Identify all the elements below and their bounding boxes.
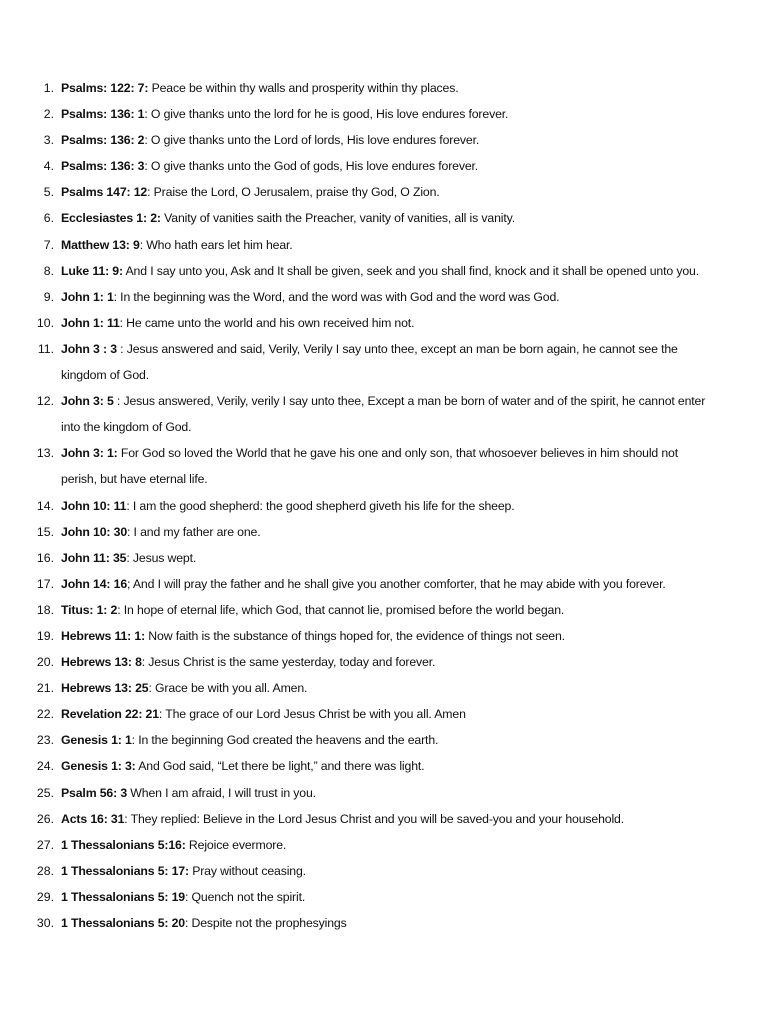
verse-item [0, 623, 768, 649]
verse-reference: Revelation 22: 21 [61, 707, 159, 722]
verse-item [0, 701, 768, 727]
verse-body [61, 623, 711, 649]
verse-text: : Grace be with you all. Amen. [148, 681, 308, 696]
verse-body [61, 597, 711, 623]
verse-item [0, 884, 768, 910]
verse-body [61, 884, 711, 910]
verse-text: : Jesus answered and said, Verily, Verily I say unto thee, except an man be born again, he cannot see the kingdom of God. [61, 341, 678, 383]
verse-text: When I am afraid, I will trust in you. [127, 785, 316, 800]
verse-text: Now faith is the substance of things hoped for, the evidence of things not seen. [145, 628, 565, 643]
verse-item [0, 310, 768, 336]
verse-number: 30. [36, 916, 54, 930]
verse-reference: Psalms 147: 12 [61, 185, 148, 200]
verse-item [0, 284, 768, 310]
verse-text: : In the beginning God created the heavens and the earth. [131, 733, 439, 748]
verse-body [61, 910, 711, 936]
verse-body [61, 101, 711, 127]
verse-reference: Genesis 1: 3: [61, 759, 136, 774]
verse-body [61, 310, 711, 336]
verse-body [61, 727, 711, 753]
verse-number: 19. [36, 628, 54, 643]
verse-text: : O give thanks unto the Lord of lords, His love endures forever. [144, 133, 480, 148]
verse-number: 3. [43, 133, 54, 148]
verse-item [0, 753, 768, 779]
verse-item [0, 153, 768, 179]
verse-item [0, 675, 768, 701]
verse-body [61, 232, 711, 258]
verse-body [61, 258, 711, 284]
verse-body [61, 571, 711, 597]
verse-item [0, 336, 768, 388]
verse-item [0, 101, 768, 127]
verse-reference: Psalm 56: 3 [61, 785, 128, 800]
verse-number: 9. [43, 289, 54, 304]
verse-item [0, 806, 768, 832]
verse-text: : Who hath ears let him hear. [139, 237, 293, 252]
verse-body [61, 832, 711, 858]
verse-number: 5. [43, 185, 54, 200]
verse-number: 17. [36, 576, 54, 591]
verse-text: : I am the good shepherd: the good shepherd giveth his life for the sheep. [126, 498, 515, 513]
verse-text: : Praise the Lord, O Jerusalem, praise thy God, O Zion. [147, 185, 440, 200]
verse-number: 23. [36, 733, 54, 748]
verse-reference: John 10: 30 [61, 524, 128, 539]
verse-reference: Psalms: 136: 3 [61, 159, 145, 174]
verse-reference: Titus: 1: 2 [61, 602, 118, 617]
verse-body [61, 753, 711, 779]
verse-body [61, 336, 711, 388]
verse-text: : He came unto the world and his own received him not. [119, 315, 415, 330]
verse-text: Peace be within thy walls and prosperity within thy places. [148, 81, 459, 95]
verse-body [61, 519, 711, 545]
verse-reference: Ecclesiastes 1: 2: [61, 211, 161, 226]
verse-reference: Matthew 13: 9 [61, 237, 140, 252]
verse-list [0, 75, 768, 936]
verse-text: Pray without ceasing. [188, 863, 306, 878]
verse-text: : O give thanks unto the lord for he is good, His love endures forever. [144, 107, 509, 122]
verse-reference: 1 Thessalonians 5: 19 [61, 889, 185, 904]
verse-text: : Despite not the prophesyings [184, 916, 347, 930]
verse-reference: John 3: 5 [61, 394, 114, 409]
verse-text: : Jesus wept. [126, 550, 197, 565]
verse-body [61, 179, 711, 205]
verse-item [0, 388, 768, 440]
verse-reference: John 3: 1: [61, 446, 118, 461]
verse-reference: 1 Thessalonians 5: 17: [61, 863, 189, 878]
verse-body [61, 388, 711, 440]
verse-body [61, 284, 711, 310]
verse-body [61, 806, 711, 832]
verse-number: 21. [36, 681, 54, 696]
verse-body [61, 127, 711, 153]
verse-body [61, 649, 711, 675]
verse-text: : Quench not the spirit. [184, 889, 306, 904]
verse-number: 16. [36, 550, 54, 565]
verse-item [0, 649, 768, 675]
verse-number: 6. [43, 211, 54, 226]
verse-body [61, 545, 711, 571]
verse-item [0, 440, 768, 492]
verse-body [61, 205, 711, 231]
verse-body [61, 75, 711, 101]
verse-number: 28. [36, 863, 54, 878]
verse-reference: Psalms: 136: 2 [61, 133, 145, 148]
verse-body [61, 153, 711, 179]
verse-item [0, 258, 768, 284]
verse-number: 22. [36, 707, 54, 722]
verse-text: And God said, “Let there be light,” and there was light. [135, 759, 425, 774]
verse-text: : They replied: Believe in the Lord Jesus Christ and you will be saved-you and your household. [124, 811, 625, 826]
verse-number: 2. [43, 107, 54, 122]
verse-item [0, 545, 768, 571]
verse-item [0, 571, 768, 597]
verse-number: 4. [43, 159, 54, 174]
verse-reference: John 11: 35 [61, 550, 127, 565]
verse-number: 20. [36, 655, 54, 670]
verse-text: Rejoice evermore. [185, 837, 287, 852]
verse-item [0, 179, 768, 205]
verse-number: 24. [36, 759, 54, 774]
verse-number: 15. [36, 524, 54, 539]
verse-number: 13. [36, 446, 54, 461]
verse-item [0, 910, 768, 936]
verse-item [0, 519, 768, 545]
verse-number: 29. [36, 889, 54, 904]
verse-reference: Luke 11: 9: [61, 263, 123, 278]
verse-text: And I say unto you, Ask and It shall be given, seek and you shall find, knock and it shall be opened unto you. [122, 263, 699, 278]
verse-item [0, 232, 768, 258]
verse-number: 10. [36, 315, 54, 330]
verse-text: ; And I will pray the father and he shall give you another comforter, that he may abide with you forever. [127, 576, 666, 591]
verse-body [61, 701, 711, 727]
verse-text: : In hope of eternal life, which God, that cannot lie, promised before the world began. [117, 602, 565, 617]
verse-text: : The grace of our Lord Jesus Christ be with you all. Amen [158, 707, 466, 722]
verse-item [0, 75, 768, 101]
verse-item [0, 493, 768, 519]
verse-reference: Genesis 1: 1 [61, 733, 132, 748]
verse-number: 1. [43, 81, 54, 95]
verse-body [61, 493, 711, 519]
verse-item [0, 832, 768, 858]
verse-reference: John 10: 11 [61, 498, 127, 513]
verse-reference: Acts 16: 31 [61, 811, 125, 826]
verse-number: 11. [37, 341, 54, 356]
verse-body [61, 858, 711, 884]
verse-reference: Hebrews 13: 8 [61, 655, 142, 670]
verse-number: 7. [43, 237, 54, 252]
verse-item [0, 727, 768, 753]
verse-item [0, 127, 768, 153]
verse-text: Vanity of vanities saith the Preacher, vanity of vanities, all is vanity. [160, 211, 515, 226]
verse-reference: John 1: 1 [61, 289, 114, 304]
verse-text: : O give thanks unto the God of gods, His love endures forever. [144, 159, 479, 174]
verse-body [61, 780, 711, 806]
verse-item [0, 780, 768, 806]
verse-reference: Psalms: 122: 7: [61, 81, 149, 95]
verse-reference: John 3 : 3 [61, 341, 117, 356]
verse-number: 27. [36, 837, 54, 852]
verse-reference: Psalms: 136: 1 [61, 107, 145, 122]
verse-number: 25. [36, 785, 54, 800]
verse-number: 18. [36, 602, 54, 617]
verse-text: : In the beginning was the Word, and the word was with God and the word was God. [113, 289, 560, 304]
verse-text: : I and my father are one. [127, 524, 261, 539]
verse-body [61, 440, 711, 492]
verse-number: 26. [36, 811, 54, 826]
verse-reference: 1 Thessalonians 5: 20 [61, 916, 185, 930]
verse-number: 8. [43, 263, 54, 278]
verse-item [0, 597, 768, 623]
verse-reference: John 14: 16 [61, 576, 128, 591]
verse-text: For God so loved the World that he gave his one and only son, that whosoever believes in him should not perish, but have eternal life. [61, 446, 678, 487]
verse-number: 12. [36, 394, 54, 409]
verse-text: : Jesus answered, Verily, verily I say unto thee, Except a man be born of water and of the spirit, he cannot enter into the kingdom of God. [61, 394, 706, 435]
verse-reference: 1 Thessalonians 5:16: [61, 837, 186, 852]
verse-text: : Jesus Christ is the same yesterday, today and forever. [141, 655, 436, 670]
verse-number: 14. [36, 498, 54, 513]
verse-item [0, 858, 768, 884]
verse-body [61, 675, 711, 701]
verse-reference: Hebrews 11: 1: [61, 628, 146, 643]
verse-reference: Hebrews 13: 25 [61, 681, 149, 696]
verse-reference: John 1: 11 [61, 315, 120, 330]
verse-item [0, 205, 768, 231]
